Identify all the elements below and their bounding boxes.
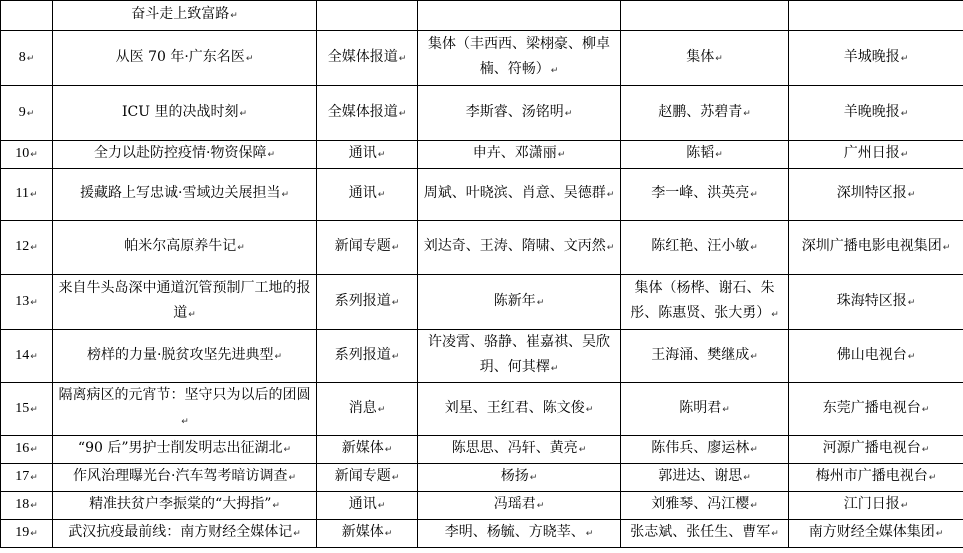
cell-authors: 许凌霄、骆静、崔嘉祺、吴欣玥、何其檡↵ (418, 330, 621, 383)
cell-authors: 刘星、王红君、陈文俊↵ (418, 383, 621, 436)
cell-type: 全媒体报道↵ (317, 31, 418, 86)
cell-num: 13↵ (1, 275, 53, 330)
cell-num: 18↵ (1, 492, 53, 520)
num-text: 18 (15, 497, 30, 512)
cell-num: 19↵ (1, 520, 53, 548)
unit-text: 南方财经全媒体集团 (808, 524, 935, 540)
editors-text: 陈韬 (686, 145, 715, 161)
num-text: 10 (15, 146, 30, 161)
cell-unit: 梅州市广播电视台↵ (789, 464, 963, 492)
type-text: 系列报道 (334, 292, 391, 309)
title-text: 从医 70 年·广东名医 (115, 48, 245, 65)
cell-editors: 王海涌、樊继成↵ (621, 330, 789, 383)
cell-num: 15↵ (1, 383, 53, 436)
table-row (1, 31, 963, 86)
editors-text: 李一峰、洪英亮 (651, 185, 750, 201)
cell-type: 新媒体↵ (317, 520, 418, 548)
type-text: 新闻专题 (334, 238, 391, 254)
cell-num: 14↵ (1, 330, 53, 383)
table-row (1, 169, 963, 221)
num-text: 14 (15, 347, 30, 363)
table-row (1, 1, 963, 31)
table-row (1, 221, 963, 275)
cell-authors: 集体（丰西西、梁栩豪、柳卓楠、符畅）↵ (418, 31, 621, 86)
cell-authors: 冯瑶君↵ (418, 492, 621, 520)
unit-text: 江门日报 (843, 496, 900, 512)
cell-unit: 羊晚晚报↵ (789, 86, 963, 141)
cell-title: 帕米尔高原养牛记↵ (53, 221, 317, 275)
table-row (1, 436, 963, 464)
editors-text: 集体（杨桦、谢石、朱彤、陈惠贤、张大勇） (630, 280, 775, 321)
type-text: 新媒体 (341, 440, 384, 456)
num-text: 13 (15, 293, 30, 309)
title-text: 武汉抗疫最前线：南方财经全媒体记 (68, 524, 293, 540)
cell-editors: 集体（杨桦、谢石、朱彤、陈惠贤、张大勇）↵ (621, 275, 789, 330)
table-row (1, 141, 963, 169)
cell-num: 8↵ (1, 31, 53, 86)
cell-editors: 赵鹏、苏碧青↵ (621, 86, 789, 141)
cell-title: ICU 里的决战时刻↵ (53, 86, 317, 141)
cell-editors: 陈韬↵ (621, 141, 789, 169)
cell-unit: 广州日报↵ (789, 141, 963, 169)
cell-authors: 周斌、叶晓滨、肖意、吴德群↵ (418, 169, 621, 221)
editors-text: 陈红艳、汪小敏 (651, 238, 750, 254)
unit-text: 河源广播电视台 (822, 440, 921, 456)
editors-text: 王海涌、樊继成 (651, 346, 750, 363)
cell-editors: 刘雅琴、冯江樱↵ (621, 492, 789, 520)
authors-text: 许凌霄、骆静、崔嘉祺、吴欣玥、何其檡 (428, 334, 610, 375)
cell-unit: 羊城晚报↵ (789, 31, 963, 86)
cell-type: 全媒体报道↵ (317, 86, 418, 141)
unit-text: 羊城晚报 (843, 48, 900, 65)
cell-editors: 集体↵ (621, 31, 789, 86)
editors-text: 陈明君 (679, 399, 722, 416)
cell-num: 10↵ (1, 141, 53, 169)
num-text: 11 (15, 186, 29, 201)
cell-title: 榜样的力量·脱贫攻坚先进典型↵ (53, 330, 317, 383)
cell-num: 11↵ (1, 169, 53, 221)
editors-text: 赵鹏、苏碧青 (658, 103, 743, 120)
cell-authors: 陈新年↵ (418, 275, 621, 330)
authors-text: 申卉、邓潇丽 (472, 145, 557, 161)
unit-text: 深圳特区报 (836, 185, 907, 201)
authors-text: 刘星、王红君、陈文俊 (444, 399, 585, 416)
authors-text: 冯瑶君 (493, 496, 536, 512)
cell-editors: 李一峰、洪英亮↵ (621, 169, 789, 221)
authors-text: 陈思思、冯轩、黄亮 (451, 440, 578, 456)
authors-text: 陈新年 (493, 292, 536, 309)
unit-text: 东莞广播电视台 (822, 399, 921, 416)
editors-text: 集体 (686, 48, 715, 65)
unit-text: 广州日报 (843, 145, 900, 161)
cell-unit (789, 1, 963, 31)
title-text: 来自牛头岛深中通道沉管预制厂工地的报道 (58, 280, 311, 321)
unit-text: 梅州市广播电视台 (815, 468, 928, 484)
num-text: 8 (18, 49, 26, 65)
cell-num (1, 1, 53, 31)
title-text: 榜样的力量·脱贫攻坚先进典型 (87, 346, 274, 363)
cell-authors: 杨扬↵ (418, 464, 621, 492)
table-row (1, 86, 963, 141)
editors-text: 刘雅琴、冯江樱 (651, 496, 750, 512)
cell-type: 通讯↵ (317, 141, 418, 169)
editors-text: 张志斌、张任生、曹军 (630, 524, 771, 540)
table-row (1, 492, 963, 520)
cell-num: 16↵ (1, 436, 53, 464)
cell-authors (418, 1, 621, 31)
unit-text: 珠海特区报 (836, 292, 907, 309)
type-text: 系列报道 (334, 346, 391, 363)
title-text: 作风治理曝光台·汽车驾考暗访调查 (73, 468, 288, 484)
cell-title: 精准扶贫户李振棠的“大拇指”↵ (53, 492, 317, 520)
num-text: 19 (15, 525, 30, 540)
cell-type: 新闻专题↵ (317, 464, 418, 492)
cell-editors (621, 1, 789, 31)
num-text: 17 (15, 469, 30, 484)
cell-num: 17↵ (1, 464, 53, 492)
authors-text: 刘达奇、王涛、隋啸、文丙然 (423, 238, 606, 254)
type-text: 消息 (348, 399, 377, 416)
cell-authors: 陈思思、冯轩、黄亮↵ (418, 436, 621, 464)
title-text: 奋斗走上致富路 (131, 6, 230, 22)
num-text: 16 (15, 441, 30, 456)
cell-title: 奋斗走上致富路↵ (53, 1, 317, 31)
type-text: 全媒体报道 (327, 48, 398, 65)
title-text: ICU 里的决战时刻 (121, 103, 239, 120)
cell-title: 来自牛头岛深中通道沉管预制厂工地的报道↵ (53, 275, 317, 330)
cell-unit: 河源广播电视台↵ (789, 436, 963, 464)
cell-unit: 江门日报↵ (789, 492, 963, 520)
cell-authors: 刘达奇、王涛、隋啸、文丙然↵ (418, 221, 621, 275)
table-row (1, 383, 963, 436)
authors-text: 周斌、叶晓滨、肖意、吴德群 (423, 185, 606, 201)
title-text: 隔离病区的元宵节：坚守只为以后的团圆 (58, 387, 311, 403)
editors-text: 陈伟兵、廖运林 (651, 440, 750, 456)
cell-num: 12↵ (1, 221, 53, 275)
cell-title: 援藏路上写忠诚·雪域边关展担当↵ (53, 169, 317, 221)
title-text: 援藏路上写忠诚·雪域边关展担当 (80, 185, 281, 201)
table-row (1, 330, 963, 383)
cell-editors: 陈伟兵、廖运林↵ (621, 436, 789, 464)
title-text: 全力以赴防控疫情·物资保障 (94, 145, 267, 161)
cell-type: 系列报道↵ (317, 330, 418, 383)
cell-title: 作风治理曝光台·汽车驾考暗访调查↵ (53, 464, 317, 492)
authors-text: 李明、杨毓、方晓莘、 (444, 524, 585, 540)
cell-unit: 珠海特区报↵ (789, 275, 963, 330)
cell-title: 从医 70 年·广东名医↵ (53, 31, 317, 86)
authors-text: 集体（丰西西、梁栩豪、柳卓楠、符畅） (428, 36, 610, 77)
table-row (1, 275, 963, 330)
cell-type: 消息↵ (317, 383, 418, 436)
title-text: 帕米尔高原养牛记 (124, 238, 237, 254)
table-row (1, 520, 963, 548)
cell-unit: 东莞广播电视台↵ (789, 383, 963, 436)
cell-type: 通讯↵ (317, 492, 418, 520)
type-text: 通讯 (348, 145, 377, 161)
cell-title: 武汉抗疫最前线：南方财经全媒体记↵ (53, 520, 317, 548)
title-text: 精准扶贫户李振棠的“大拇指” (89, 496, 272, 512)
authors-text: 杨扬 (500, 468, 529, 484)
cell-unit: 南方财经全媒体集团↵ (789, 520, 963, 548)
unit-text: 羊晚晚报 (843, 103, 900, 120)
cell-type: 新闻专题↵ (317, 221, 418, 275)
type-text: 新闻专题 (334, 468, 391, 484)
cell-editors: 陈红艳、汪小敏↵ (621, 221, 789, 275)
cell-unit: 佛山电视台↵ (789, 330, 963, 383)
cell-type (317, 1, 418, 31)
cell-authors: 申卉、邓潇丽↵ (418, 141, 621, 169)
type-text: 新媒体 (341, 524, 384, 540)
cell-authors: 李斯睿、汤铭明↵ (418, 86, 621, 141)
type-text: 全媒体报道 (327, 103, 398, 120)
num-text: 15 (15, 400, 30, 416)
editors-text: 郭进达、谢思 (658, 468, 743, 484)
table-row (1, 464, 963, 492)
cell-title: “90 后”男护士削发明志出征湖北↵ (53, 436, 317, 464)
cell-unit: 深圳特区报↵ (789, 169, 963, 221)
cell-editors: 陈明君↵ (621, 383, 789, 436)
cell-authors: 李明、杨毓、方晓莘、↵ (418, 520, 621, 548)
title-text: “90 后”男护士削发明志出征湖北 (77, 440, 283, 456)
cell-type: 通讯↵ (317, 169, 418, 221)
type-text: 通讯 (348, 185, 377, 201)
cell-editors: 张志斌、张任生、曹军↵ (621, 520, 789, 548)
unit-text: 佛山电视台 (836, 346, 907, 363)
cell-title: 隔离病区的元宵节：坚守只为以后的团圆↵ (53, 383, 317, 436)
cell-type: 系列报道↵ (317, 275, 418, 330)
num-text: 9 (18, 104, 26, 120)
cell-type: 新媒体↵ (317, 436, 418, 464)
unit-text: 深圳广播电影电视集团 (801, 238, 942, 254)
cell-title: 全力以赴防控疫情·物资保障↵ (53, 141, 317, 169)
authors-text: 李斯睿、汤铭明 (465, 103, 564, 120)
cell-num: 9↵ (1, 86, 53, 141)
num-text: 12 (15, 239, 30, 254)
cell-editors: 郭进达、谢思↵ (621, 464, 789, 492)
type-text: 通讯 (348, 496, 377, 512)
cell-unit: 深圳广播电影电视集团↵ (789, 221, 963, 275)
